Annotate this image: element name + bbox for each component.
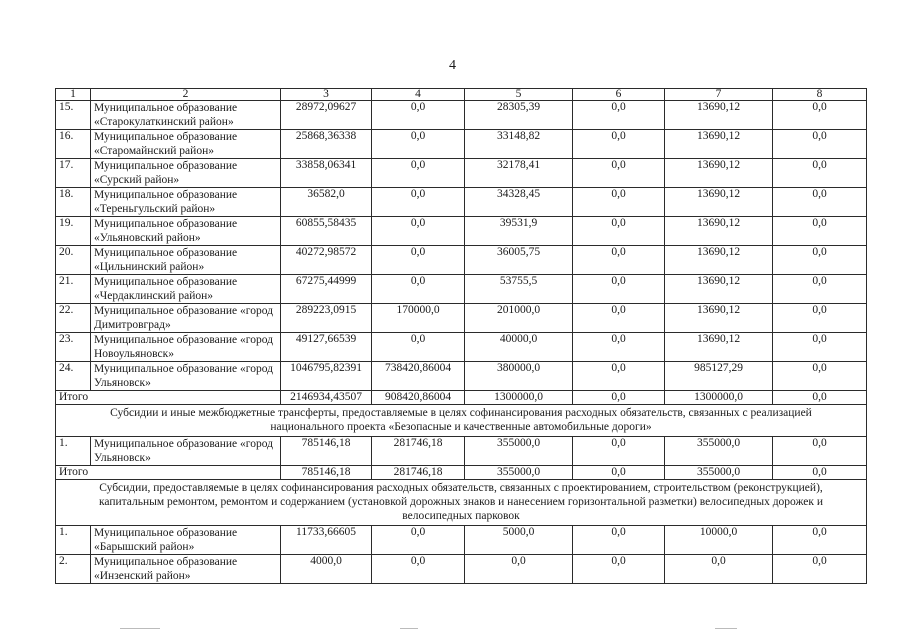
value-cell: 11733,66605: [281, 526, 372, 555]
value-cell: 67275,44999: [281, 275, 372, 304]
column-header: 1: [56, 89, 91, 101]
total-cell: 785146,18: [281, 466, 372, 480]
value-cell: 738420,86004: [372, 362, 465, 391]
row-number: 24.: [56, 362, 91, 391]
row-number: 16.: [56, 130, 91, 159]
value-cell: 0,0: [773, 101, 867, 130]
value-cell: 355000,0: [665, 437, 773, 466]
total-cell: 0,0: [573, 391, 665, 405]
value-cell: 0,0: [573, 217, 665, 246]
value-cell: 34328,45: [465, 188, 573, 217]
value-cell: 289223,0915: [281, 304, 372, 333]
section-heading-row: [56, 405, 867, 437]
value-cell: 13690,12: [665, 101, 773, 130]
value-cell: 785146,18: [281, 437, 372, 466]
value-cell: 0,0: [573, 246, 665, 275]
value-cell: 170000,0: [372, 304, 465, 333]
value-cell: 0,0: [773, 275, 867, 304]
row-number: 18.: [56, 188, 91, 217]
municipality-name: Муниципальное образование «Ульяновский район»: [91, 217, 281, 246]
value-cell: 0,0: [573, 275, 665, 304]
value-cell: 28305,39: [465, 101, 573, 130]
table-row: [56, 130, 867, 159]
table-row: [56, 526, 867, 555]
row-number: 20.: [56, 246, 91, 275]
value-cell: 39531,9: [465, 217, 573, 246]
table-row: [56, 217, 867, 246]
municipality-name: Муниципальное образование «Сурский район»: [91, 159, 281, 188]
value-cell: 0,0: [773, 526, 867, 555]
value-cell: 32178,41: [465, 159, 573, 188]
value-cell: 25868,36338: [281, 130, 372, 159]
municipality-name: Муниципальное образование «Инзенский район»: [91, 555, 281, 584]
value-cell: 13690,12: [665, 246, 773, 275]
table-row: [56, 362, 867, 391]
total-label: Итого: [56, 391, 281, 405]
value-cell: 40000,0: [465, 333, 573, 362]
value-cell: 0,0: [573, 159, 665, 188]
row-number: 17.: [56, 159, 91, 188]
value-cell: 0,0: [372, 159, 465, 188]
value-cell: 0,0: [665, 555, 773, 584]
municipality-name: Муниципальное образование «Цильнинский район»: [91, 246, 281, 275]
table-row: [56, 101, 867, 130]
value-cell: 0,0: [372, 246, 465, 275]
table-row: [56, 304, 867, 333]
table-row: [56, 437, 867, 466]
value-cell: 0,0: [573, 526, 665, 555]
value-cell: 0,0: [773, 362, 867, 391]
value-cell: 0,0: [372, 555, 465, 584]
value-cell: 0,0: [773, 333, 867, 362]
value-cell: 0,0: [773, 217, 867, 246]
section-3-title: Субсидии, предоставляемые в целях софинансирования расходных обязательств, связанных с проектированием, строительством (реконструкцией), капитальным ремонтом, ремонтом и содержанием (установкой дорожных знаков и нанесением горизонтальной разметки) велосипедных дорожек и велосипедных парковок: [56, 480, 867, 526]
value-cell: 0,0: [773, 304, 867, 333]
section-1-rows: [56, 101, 867, 391]
value-cell: 49127,66539: [281, 333, 372, 362]
column-header: 5: [465, 89, 573, 101]
total-cell: 0,0: [573, 466, 665, 480]
value-cell: 13690,12: [665, 130, 773, 159]
section-heading-row: [56, 480, 867, 526]
value-cell: 13690,12: [665, 275, 773, 304]
value-cell: 355000,0: [465, 437, 573, 466]
value-cell: 0,0: [573, 362, 665, 391]
total-row: [56, 391, 867, 405]
table-row: [56, 555, 867, 584]
total-cell: 355000,0: [665, 466, 773, 480]
value-cell: 40272,98572: [281, 246, 372, 275]
value-cell: 4000,0: [281, 555, 372, 584]
value-cell: 60855,58435: [281, 217, 372, 246]
value-cell: 0,0: [372, 333, 465, 362]
municipality-name: Муниципальное образование «город Ульяновск»: [91, 437, 281, 466]
table-row: [56, 333, 867, 362]
value-cell: 0,0: [372, 188, 465, 217]
row-number: 21.: [56, 275, 91, 304]
municipality-name: Муниципальное образование «город Новоульяновск»: [91, 333, 281, 362]
value-cell: 0,0: [773, 130, 867, 159]
column-header: 8: [773, 89, 867, 101]
value-cell: 10000,0: [665, 526, 773, 555]
total-cell: 281746,18: [372, 466, 465, 480]
scan-edge-marks: [0, 628, 905, 632]
value-cell: 281746,18: [372, 437, 465, 466]
municipality-name: Муниципальное образование «город Ульяновск»: [91, 362, 281, 391]
value-cell: 0,0: [372, 275, 465, 304]
column-number-header-row: [56, 89, 867, 101]
value-cell: 33148,82: [465, 130, 573, 159]
municipality-name: Муниципальное образование «Чердаклинский район»: [91, 275, 281, 304]
value-cell: 13690,12: [665, 159, 773, 188]
value-cell: 380000,0: [465, 362, 573, 391]
value-cell: 0,0: [372, 217, 465, 246]
row-number: 1.: [56, 526, 91, 555]
section-3-rows: [56, 526, 867, 584]
table-row: [56, 246, 867, 275]
value-cell: 13690,12: [665, 304, 773, 333]
row-number: 2.: [56, 555, 91, 584]
table-row: [56, 159, 867, 188]
row-number: 15.: [56, 101, 91, 130]
value-cell: 0,0: [372, 526, 465, 555]
total-cell: 1300000,0: [665, 391, 773, 405]
value-cell: 0,0: [773, 555, 867, 584]
value-cell: 0,0: [573, 555, 665, 584]
value-cell: 53755,5: [465, 275, 573, 304]
municipality-name: Муниципальное образование «город Димитровград»: [91, 304, 281, 333]
value-cell: 0,0: [573, 130, 665, 159]
value-cell: 0,0: [773, 437, 867, 466]
value-cell: 0,0: [465, 555, 573, 584]
value-cell: 0,0: [573, 304, 665, 333]
column-header: 6: [573, 89, 665, 101]
value-cell: 0,0: [372, 130, 465, 159]
value-cell: 36005,75: [465, 246, 573, 275]
section-2-title: Субсидии и иные межбюджетные трансферты, предоставляемые в целях софинансирования расходных обязательств, связанных с реализацией национального проекта «Безопасные и качественные автомобильные дороги»: [56, 405, 867, 437]
total-cell: 1300000,0: [465, 391, 573, 405]
value-cell: 0,0: [573, 101, 665, 130]
row-number: 1.: [56, 437, 91, 466]
value-cell: 0,0: [773, 188, 867, 217]
value-cell: 13690,12: [665, 188, 773, 217]
column-header: 4: [372, 89, 465, 101]
value-cell: 0,0: [573, 188, 665, 217]
row-number: 23.: [56, 333, 91, 362]
value-cell: 0,0: [773, 246, 867, 275]
total-cell: 0,0: [773, 391, 867, 405]
value-cell: 0,0: [773, 159, 867, 188]
table-row: [56, 275, 867, 304]
value-cell: 0,0: [372, 101, 465, 130]
municipality-name: Муниципальное образование «Барышский район»: [91, 526, 281, 555]
subsidy-distribution-table: [55, 88, 867, 584]
column-header: 3: [281, 89, 372, 101]
total-label: Итого: [56, 466, 281, 480]
value-cell: 28972,09627: [281, 101, 372, 130]
value-cell: 1046795,82391: [281, 362, 372, 391]
value-cell: 0,0: [573, 333, 665, 362]
municipality-name: Муниципальное образование «Старокулаткинский район»: [91, 101, 281, 130]
column-header: 7: [665, 89, 773, 101]
total-cell: 355000,0: [465, 466, 573, 480]
value-cell: 201000,0: [465, 304, 573, 333]
column-header: 2: [91, 89, 281, 101]
row-number: 22.: [56, 304, 91, 333]
value-cell: 13690,12: [665, 333, 773, 362]
total-cell: 2146934,43507: [281, 391, 372, 405]
value-cell: 0,0: [573, 437, 665, 466]
page-number: 4: [449, 58, 456, 73]
total-cell: 908420,86004: [372, 391, 465, 405]
municipality-name: Муниципальное образование «Старомайнский район»: [91, 130, 281, 159]
value-cell: 985127,29: [665, 362, 773, 391]
table-row: [56, 188, 867, 217]
row-number: 19.: [56, 217, 91, 246]
value-cell: 5000,0: [465, 526, 573, 555]
total-cell: 0,0: [773, 466, 867, 480]
value-cell: 36582,0: [281, 188, 372, 217]
value-cell: 33858,06341: [281, 159, 372, 188]
section-2-rows: [56, 437, 867, 466]
value-cell: 13690,12: [665, 217, 773, 246]
total-row: [56, 466, 867, 480]
municipality-name: Муниципальное образование «Тереньгульский район»: [91, 188, 281, 217]
